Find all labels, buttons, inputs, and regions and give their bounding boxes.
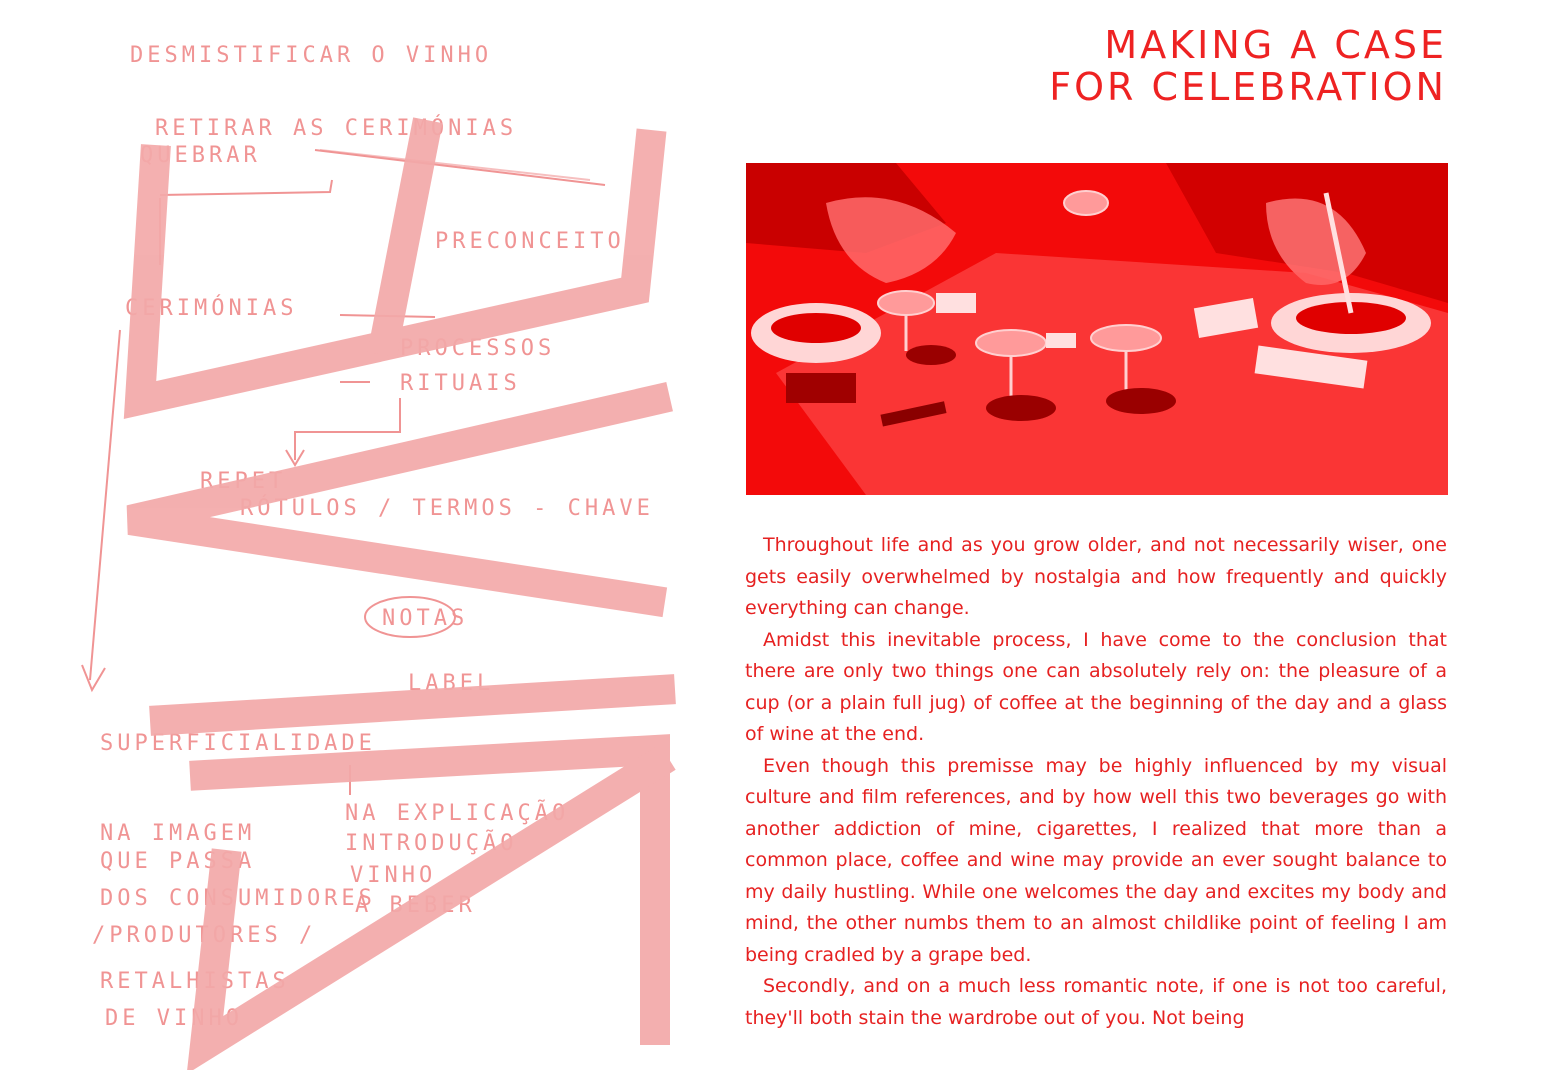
note-a-beber: A BEBER — [355, 893, 476, 918]
sketch-illustration — [60, 20, 700, 1070]
note-rotulos: RÓTULOS / TERMOS - CHAVE — [240, 496, 654, 521]
note-retirar: RETIRAR AS CERIMÓNIAS — [155, 116, 518, 141]
table-photo — [746, 163, 1448, 495]
note-que-passa: QUE PASSA — [100, 849, 256, 874]
note-na-imagem: NA IMAGEM — [100, 821, 256, 846]
page-title — [1049, 24, 1447, 108]
note-superficialidade: SUPERFICIALIDADE — [100, 731, 376, 756]
title-line-1: MAKING A CASE — [1104, 23, 1447, 67]
note-quebrar: QUEBRAR — [140, 143, 261, 168]
paragraph-4: Secondly, and on a much less romantic note, if one is not too careful, they'll both stain the wardrobe out of you. Not being — [745, 975, 1447, 1029]
title-line-2: FOR CELEBRATION — [1049, 65, 1447, 109]
note-produtores: /PRODUTORES / — [92, 923, 317, 948]
note-preconceito: PRECONCEITO — [435, 229, 625, 254]
note-repet: REPET — [200, 469, 287, 494]
article-body — [745, 530, 1447, 1034]
paragraph-1: Throughout life and as you grow older, and not necessarily wiser, one gets easily overwhelmed by nostalgia and how frequently and quickly everything can change. — [745, 534, 1447, 619]
paragraph-3: Even though this premisse may be highly influenced by my visual culture and film references, and by how well this two beverages go with another addiction of mine, cigarettes, I realized that more than a common place, coffee and wine may provide an ever sought balance to my daily hustling. While one welcomes the day and excites my body and mind, the other numbs them to an almost childlike point of feeling I am being cradled by a grape bed. — [745, 754, 1447, 966]
note-desmistificar: DESMISTIFICAR O VINHO — [130, 43, 493, 68]
note-vinho: VINHO — [350, 863, 437, 888]
note-consumidores: DOS CONSUMIDORES — [100, 886, 376, 911]
note-processos: PROCESSOS — [400, 336, 556, 361]
paragraph-2: Amidst this inevitable process, I have come to the conclusion that there are only two things one can absolutely rely on: the pleasure of a cup (or a plain full jug) of coffee at the beginning of the day and a glass of wine at the end. — [745, 628, 1447, 745]
note-explicacao: NA EXPLICAÇÃO — [345, 801, 570, 826]
note-retalhistas: RETALHISTAS — [100, 969, 290, 994]
note-rituais: RITUAIS — [400, 371, 521, 396]
note-label: LABEL — [408, 671, 495, 696]
note-introducao: INTRODUÇÃO — [345, 831, 518, 856]
note-de-vinho: DE VINHO — [105, 1006, 243, 1031]
note-cerimonias: CERIMÓNIAS — [125, 296, 298, 321]
note-notas: NOTAS — [382, 606, 469, 631]
